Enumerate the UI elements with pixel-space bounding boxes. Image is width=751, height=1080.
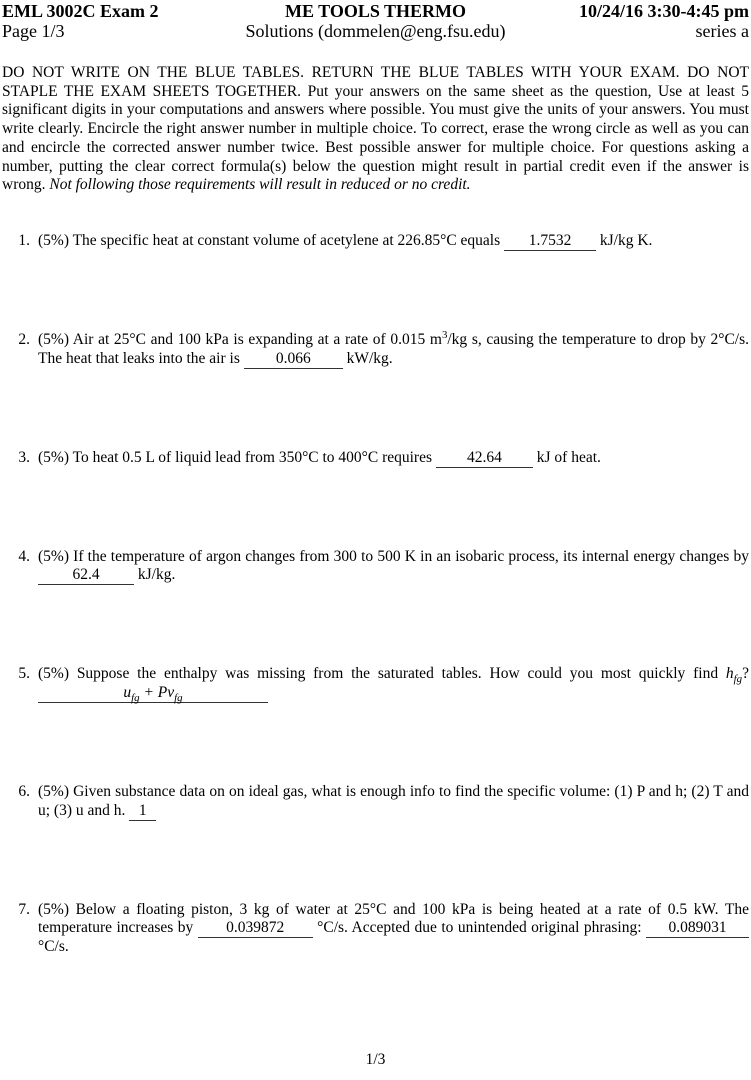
answer-blank: 0.066	[244, 351, 343, 369]
question-number: 6.	[18, 783, 30, 801]
subscript: fg	[174, 692, 183, 705]
page-number: 1/3	[365, 1051, 386, 1069]
question-text: (5%) Suppose the enthalpy was missing from the saturated tables. How could you most quickly find $h_{fg}$? $u_{fg} + Pv_{fg}$	[38, 665, 749, 705]
question-text: (5%) If the temperature of argon changes from 300 to 500 K in an isobaric process, its internal energy changes by 62.4 kJ/kg.	[38, 547, 749, 584]
question-number: 7.	[18, 900, 30, 918]
question-item	[2, 548, 749, 586]
question-item	[2, 665, 749, 703]
answer-blank: 42.64	[436, 450, 533, 468]
header-row-bottom	[2, 22, 749, 42]
superscript: 3	[441, 328, 448, 341]
question-number: 1.	[18, 231, 30, 249]
math-italic: $h_{fg}$	[725, 665, 743, 686]
exam-instructions	[2, 64, 749, 195]
question-item	[2, 232, 749, 251]
answer-blank: 1	[129, 803, 156, 821]
answer-blank: 0.039872	[198, 920, 313, 938]
answer-blank: 62.4	[38, 567, 134, 585]
subscript: fg	[733, 673, 743, 686]
exam-page	[2, 1, 750, 1069]
exam-title: ME TOOLS THERMO	[284, 1, 467, 21]
question-text: (5%) To heat 0.5 L of liquid lead from 350°C to 400°C requires 42.64 kJ of heat.	[38, 448, 601, 466]
question-item	[2, 449, 749, 468]
instructions-body: Put your answers on the same sheet as the question, Use at least 5 significant digits in your computations and answers where possible. You must give the units of your answers. You must write clearly. Encircle the right answer number in multiple choice. To correct, erase the wrong circle as well as you can and encircle the corrected answer number twice. Best possible answer for multiple choice. For questions asking a number, putting the clear correct formula(s) below the question might result in partial credit even if the answer is wrong.	[2, 82, 750, 194]
answer-blank: 0.089031	[646, 920, 749, 938]
header-row-top	[2, 2, 749, 22]
question-item	[2, 901, 749, 957]
exam-header	[2, 2, 749, 41]
answer-blank	[38, 685, 268, 703]
series-label: series a	[695, 20, 749, 41]
page-indicator: Page 1/3	[2, 20, 65, 41]
solutions-line: Solutions (dommelen@eng.fsu.edu)	[245, 20, 506, 41]
question-text: (5%) Below a floating piston, 3 kg of water at 25°C and 100 kPa is being heated at a rate of 0.5 kW. The temperature increases by 0.039872 °C/s. Accepted due to unintended original phrasing: 0.089031 °C/s.	[38, 900, 749, 956]
math-italic: $u_{fg} + Pv_{fg}$	[123, 684, 183, 705]
question-list	[2, 232, 749, 957]
answer-blank: 1.7532	[504, 233, 596, 251]
instructions-caps: DO NOT WRITE ON THE BLUE TABLES. RETURN THE BLUE TABLES WITH YOUR EXAM. DO NOT STAPLE THE EXAM SHEETS TOGETHER.	[2, 64, 749, 100]
question-number: 4.	[18, 547, 30, 565]
question-text: (5%) The specific heat at constant volume of acetylene at 226.85°C equals 1.7532 kJ/kg K.	[38, 231, 653, 249]
exam-datetime: 10/24/16 3:30-4:45 pm	[579, 1, 749, 21]
page-footer	[0, 1051, 751, 1070]
subscript: fg	[131, 692, 140, 705]
question-item	[2, 783, 749, 821]
question-item	[2, 328, 749, 369]
exam-course: EML 3002C Exam 2	[2, 1, 159, 21]
question-number: 3.	[18, 448, 30, 466]
question-text: (5%) Given substance data on on ideal gas, what is enough info to find the specific volume: (1) P and h; (2) T and u; (3) u and h. 1	[38, 783, 749, 819]
instructions-warning: Not following those requirements will result in reduced or no credit.	[49, 176, 471, 194]
question-text: (5%) Air at 25°C and 100 kPa is expanding at a rate of 0.015 $m^3/kg$ s, causing the temperature to drop by 2°C/s. The heat that leaks into the air is 0.066 kW/kg.	[38, 328, 749, 367]
question-number: 5.	[18, 665, 30, 683]
question-number: 2.	[18, 330, 30, 348]
